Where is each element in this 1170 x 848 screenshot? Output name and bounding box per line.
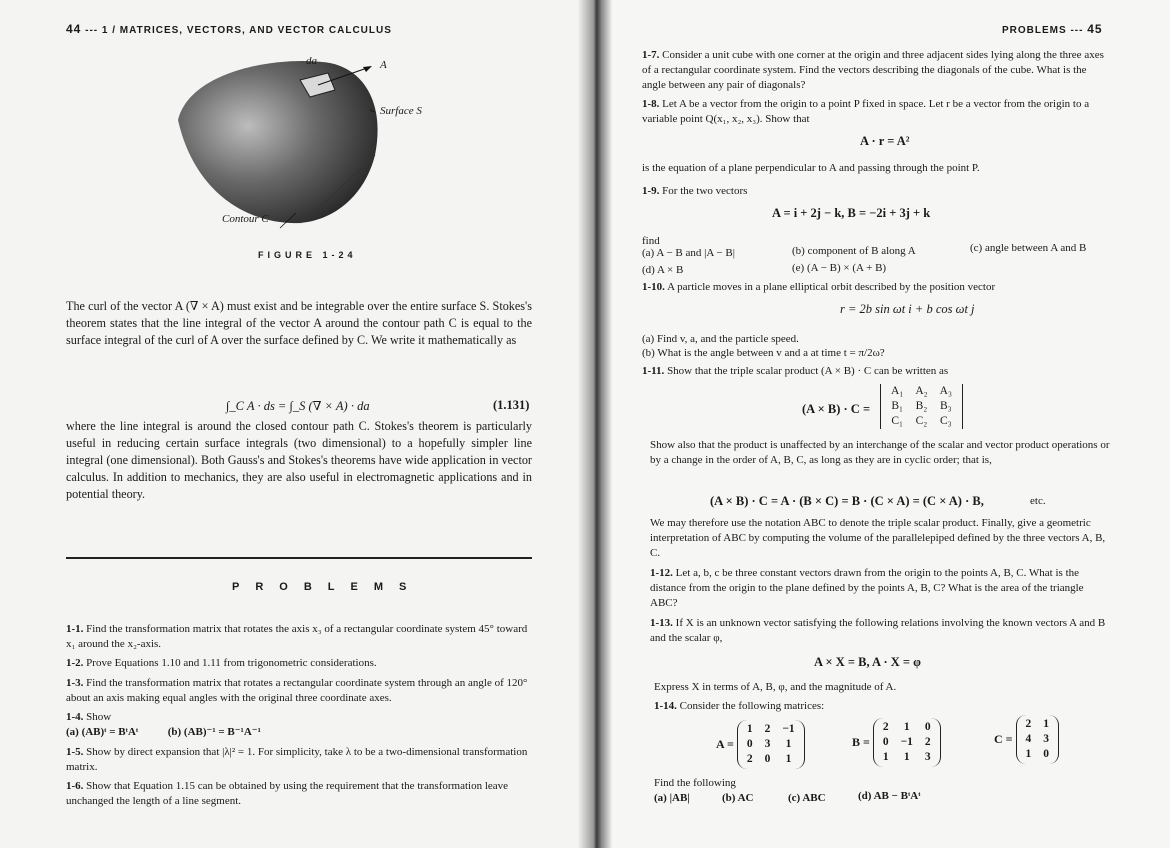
- problem-1-2: 1-2. Prove Equations 1.10 and 1.11 from trigonometric considerations.: [66, 657, 377, 669]
- eq-1-11-cyclic: (A × B) · C = A · (B × C) = B · (C × A) = (C × A) · B,: [710, 494, 984, 508]
- right-page: [592, 0, 1170, 848]
- part-1-9-b: (b) component of B along A: [792, 245, 916, 257]
- problem-1-11-after2: We may therefore use the notation ABC to denote the triple scalar product. Finally, give a geometric interpretation of ABC by computing the volume of the parallelepiped defined by the three vectors A, B, C.: [650, 517, 1106, 559]
- problem-1-13: 1-13. If X is an unknown vector satisfying the following relations involving the known vectors A and B and the scalar φ,: [650, 617, 1106, 644]
- problem-1-10: 1-10. A particle moves in a plane elliptical orbit described by the position vector: [642, 281, 996, 293]
- problem-1-8-after: is the equation of a plane perpendicular to A and passing through the point P.: [642, 162, 980, 174]
- right-page-number: 45: [1087, 22, 1103, 36]
- equation-1131: ∫_C A · ds = ∫_S (∇ × A) · da: [226, 399, 370, 413]
- part-1-9-d: (d) A × B: [642, 264, 684, 276]
- etc-label: etc.: [1030, 495, 1046, 507]
- label-surface: Surface S: [380, 105, 422, 117]
- determinant: A₁ A₂ A₃ B₁ B₂ B₃ C₁ C₂ C₃: [880, 384, 963, 429]
- part-1-9-c: (c) angle between A and B: [970, 242, 1087, 254]
- hemisphere-surface: [178, 61, 378, 223]
- problem-1-11-after: Show also that the product is unaffected by an interchange of the scalar and vector product operations or by a change in the order of A, B, C, as long as they are in cyclic order; that is,: [650, 439, 1110, 466]
- eq-1-9: A = i + 2j − k, B = −2i + 3j + k: [772, 206, 931, 220]
- problem-1-1: 1-1. Find the transformation matrix that rotates the axis x₃ of a rectangular coordinate system 45° toward x₁ around the x₂-axis.: [66, 623, 528, 650]
- matrix-B: B = 2 1 0 0 −1 2 1 1 3: [852, 718, 941, 767]
- part-1-9-e: (e) (A − B) × (A + B): [792, 262, 887, 274]
- part-1-14-b: (b) AC: [722, 792, 754, 804]
- right-header: [1002, 22, 1103, 36]
- problem-1-4: 1-4. Show (a) (AB)ᵗ = BᵗAᵗ (b) (AB)⁻¹ = B⁻¹A⁻¹: [66, 711, 261, 738]
- problem-1-9: 1-9. For the two vectors: [642, 185, 748, 197]
- problem-1-12: 1-12. Let a, b, c be three constant vectors drawn from the origin to the points A, B, C. What is the distance from the origin to the plane defined by the points A, B, C? What is the area of the triangle ABC?: [650, 567, 1084, 609]
- find-1-9: find: [642, 235, 660, 247]
- problem-1-13-after: Express X in terms of A, B, φ, and the magnitude of A.: [654, 681, 897, 693]
- problem-1-3: 1-3. Find the transformation matrix that rotates a rectangular coordinate system through an angle of 120° about an axis making equal angles with the original three coordinate axes.: [66, 677, 528, 704]
- equation-number: (1.131): [493, 398, 530, 412]
- part-1-10-b: (b) What is the angle between v and a at time t = π/2ω?: [642, 347, 885, 359]
- book-gutter: [578, 0, 612, 848]
- part-1-14-a: (a) |AB|: [654, 792, 690, 804]
- left-running-head: --- 1 / MATRICES, VECTORS, AND VECTOR CALCULUS: [85, 25, 392, 36]
- label-contour: Contour C: [222, 213, 269, 225]
- problem-1-11: 1-11. Show that the triple scalar product (A × B) · C can be written as: [642, 365, 949, 377]
- problem-1-8: 1-8. Let A be a vector from the origin to a point P fixed in space. Let r be a vector from the origin to a variable point Q(x₁, x₂, x₃). Show that: [642, 98, 1090, 125]
- part-1-14-d: (d) AB − BᵗAᵗ: [858, 790, 921, 802]
- section-rule: [66, 557, 532, 559]
- left-header: [66, 22, 392, 36]
- part-1-14-c: (c) ABC: [788, 792, 826, 804]
- figure-caption: FIGURE 1-24: [258, 250, 357, 260]
- problem-1-5: 1-5. Show by direct expansion that |λ|² = 1. For simplicity, take λ to be a two-dimensional transformation matrix.: [66, 746, 528, 773]
- eq-1-10: r = 2b sin ωt i + b cos ωt j: [840, 302, 975, 316]
- matrix-A: A = 1 2 −1 0 3 1 2 0 1: [716, 720, 805, 769]
- matrix-C: C = 2 1 4 3 1 0: [994, 715, 1059, 764]
- label-A: A: [380, 59, 387, 71]
- part-1-10-a: (a) Find v, a, and the particle speed.: [642, 333, 799, 345]
- paragraph-stokes: The curl of the vector A (∇ × A) must exist and be integrable over the entire surface S. Stokes's theorem states that the line integral of the vector A around the contour path C is equal to the surface integral of the curl of A over the surface defined by C. We write it mathematically as: [66, 299, 532, 347]
- hemisphere-figure: [160, 45, 460, 245]
- problems-heading: PROBLEMS: [232, 581, 423, 593]
- problem-1-7: 1-7. Consider a unit cube with one corner at the origin and three adjacent sides lying along the three axes of a rectangular coordinate system. Find the vectors describing the diagonals of the cube. What is the angle between any pair of diagonals?: [642, 49, 1104, 91]
- eq-1-8: A · r = A²: [860, 134, 910, 148]
- find-following: Find the following: [654, 777, 736, 789]
- part-1-9-a: (a) A − B and |A − B|: [642, 247, 735, 259]
- paragraph-line-integral: where the line integral is around the closed contour path C. Stokes's theorem is particularly useful in reducing certain surface integrals (two dimensional) to a hopefully simpler line integral (one dimensional). Both Gauss's and Stokes's theorems have wide application in vector calculus. In addition to mechanics, they are also useful in electromagnetic applications and in potential theory.: [66, 419, 532, 501]
- left-page-number: 44: [66, 22, 82, 36]
- label-da: da: [306, 55, 317, 67]
- right-running-head: PROBLEMS ---: [1002, 25, 1084, 36]
- problem-1-14: 1-14. Consider the following matrices:: [654, 700, 825, 712]
- eq-1-13: A × X = B, A · X = φ: [814, 655, 921, 669]
- eq-1-11-lhs: (A × B) · C =: [802, 402, 871, 416]
- problem-1-6: 1-6. Show that Equation 1.15 can be obtained by using the requirement that the transformation leave unchanged the length of a line segment.: [66, 780, 509, 807]
